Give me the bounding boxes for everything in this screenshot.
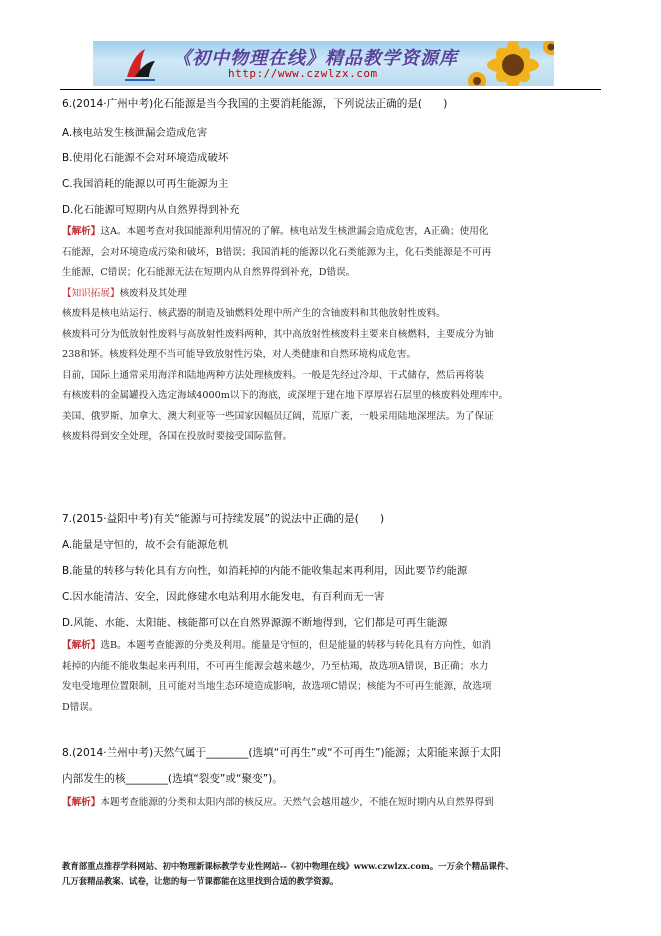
page-footer (62, 859, 602, 889)
footer-line: 几万套精品教案、试卷，让您的每一节课都能在这里找到合适的教学资源。 (62, 876, 339, 886)
question-6-analysis (62, 222, 586, 448)
question-6-option-c: C.我国消耗的能源以可再生能源为主 (62, 178, 229, 190)
question-7-option-a: A.能量是守恒的，故不会有能源危机 (62, 539, 229, 551)
question-6-option-d: D.化石能源可短期内从自然界得到补充 (62, 204, 240, 216)
question-7-option-c: C.因水能清洁、安全，因此修建水电站利用水能发电，有百利而无一害 (62, 591, 385, 603)
question-7-stem: 7.(2015·益阳中考)有关“能源与可持续发展”的说法中正确的是( ) (62, 513, 385, 525)
extension-line: 目前，国际上通常采用海洋和陆地两种方法处理核废料。一般是先经过冷却、干式储存，然后再将装 (62, 369, 485, 381)
analysis-line: 石能源，会对环境造成污染和破坏，B错误；我国消耗的能源以化石类能源为主，化石类能源是不可再 (62, 246, 492, 258)
analysis-line: 生能源，C错误；化石能源无法在短期内从自然界得到补充，D错误。 (62, 267, 356, 278)
extension-title: 核废料及其处理 (119, 287, 187, 299)
banner-title: 《初中物理在线》精品教学资源库 (173, 48, 458, 69)
question-7-option-b: B.能量的转移与转化具有方向性，如消耗掉的内能不能收集起来再利用，因此要节约能源 (62, 565, 468, 577)
analysis-tag: 【解析】 (62, 640, 101, 651)
extension-line: 美国、俄罗斯、加拿大、澳大利亚等一些国家因幅员辽阔，荒原广袤，一般采用陆地深埋法。为了保证 (62, 410, 494, 422)
extension-line: 核废料可分为低放射性废料与高放射性废料两种，其中高放射性核废料主要来自核燃料，主要成分为铀 (62, 328, 494, 340)
banner-url[interactable]: http://www.czwlzx.com (228, 67, 378, 80)
question-7-analysis (62, 636, 586, 718)
analysis-line: 这A。本题考查对我国能源利用情况的了解。核电站发生核泄漏会造成危害，A正确；使用化 (100, 226, 489, 237)
question-8-analysis (62, 793, 586, 814)
logo-icon (121, 45, 159, 83)
analysis-tag: 【解析】 (62, 797, 101, 808)
header-banner (93, 41, 554, 86)
question-8-stem-line-2: 内部发生的核________(选填“裂变”或“聚变”)。 (62, 773, 283, 785)
analysis-line: D错误。 (62, 701, 99, 713)
question-6-stem: 6.(2014·广州中考)化石能源是当今我国的主要消耗能源，下列说法正确的是( ) (62, 98, 448, 110)
analysis-line: 耗掉的内能不能收集起来再利用，不可再生能源会越来越少，乃至枯竭，故选项A错误，B正确；水力 (62, 660, 489, 672)
extension-tag: 【知识拓展】 (62, 287, 120, 299)
question-8-stem-line-1: 8.(2014·兰州中考)天然气属于________(选填“可再生”或“不可再生”)能源；太阳能来源于太阳 (62, 747, 502, 759)
extension-line: 有核废料的金属罐投入选定海域4000m以下的海底，或深埋于建在地下厚厚岩石层里的核废料处理库中。 (62, 390, 509, 401)
footer-line: 教育部重点推荐学科网站、初中物理新课标教学专业性网站--《初中物理在线》www.czwlzx.com。一万余个精品课件、 (62, 861, 514, 871)
question-6-option-a: A.核电站发生核泄漏会造成危害 (62, 127, 208, 139)
analysis-line: 选B。本题考查能源的分类及利用。能量是守恒的，但是能量的转移与转化具有方向性，如消 (100, 640, 492, 651)
sunflower-icon (465, 41, 554, 86)
question-7-option-d: D.风能、水能、太阳能、核能都可以在自然界源源不断地得到，它们都是可再生能源 (62, 617, 448, 629)
analysis-tag: 【解析】 (62, 226, 101, 237)
analysis-line: 发电受地理位置限制，且可能对当地生态环境造成影响，故选项C错误；核能为不可再生能源，故选项 (62, 681, 492, 692)
extension-line: 核废料得到安全处理，各国在投放时要接受国际监督。 (62, 431, 293, 442)
extension-line: 核废料是核电站运行、核武器的制造及铀燃料处理中所产生的含铀废料和其他放射性废料。 (62, 308, 446, 319)
analysis-line: 本题考查能源的分类和太阳内部的核反应。天然气会越用越少，不能在短时期内从自然界得到 (100, 797, 494, 808)
header-rule (60, 89, 601, 90)
extension-line: 238和钚。核废料处理不当可能导致放射性污染，对人类健康和自然环境构成危害。 (62, 349, 417, 360)
question-6-option-b: B.使用化石能源不会对环境造成破坏 (62, 152, 229, 164)
